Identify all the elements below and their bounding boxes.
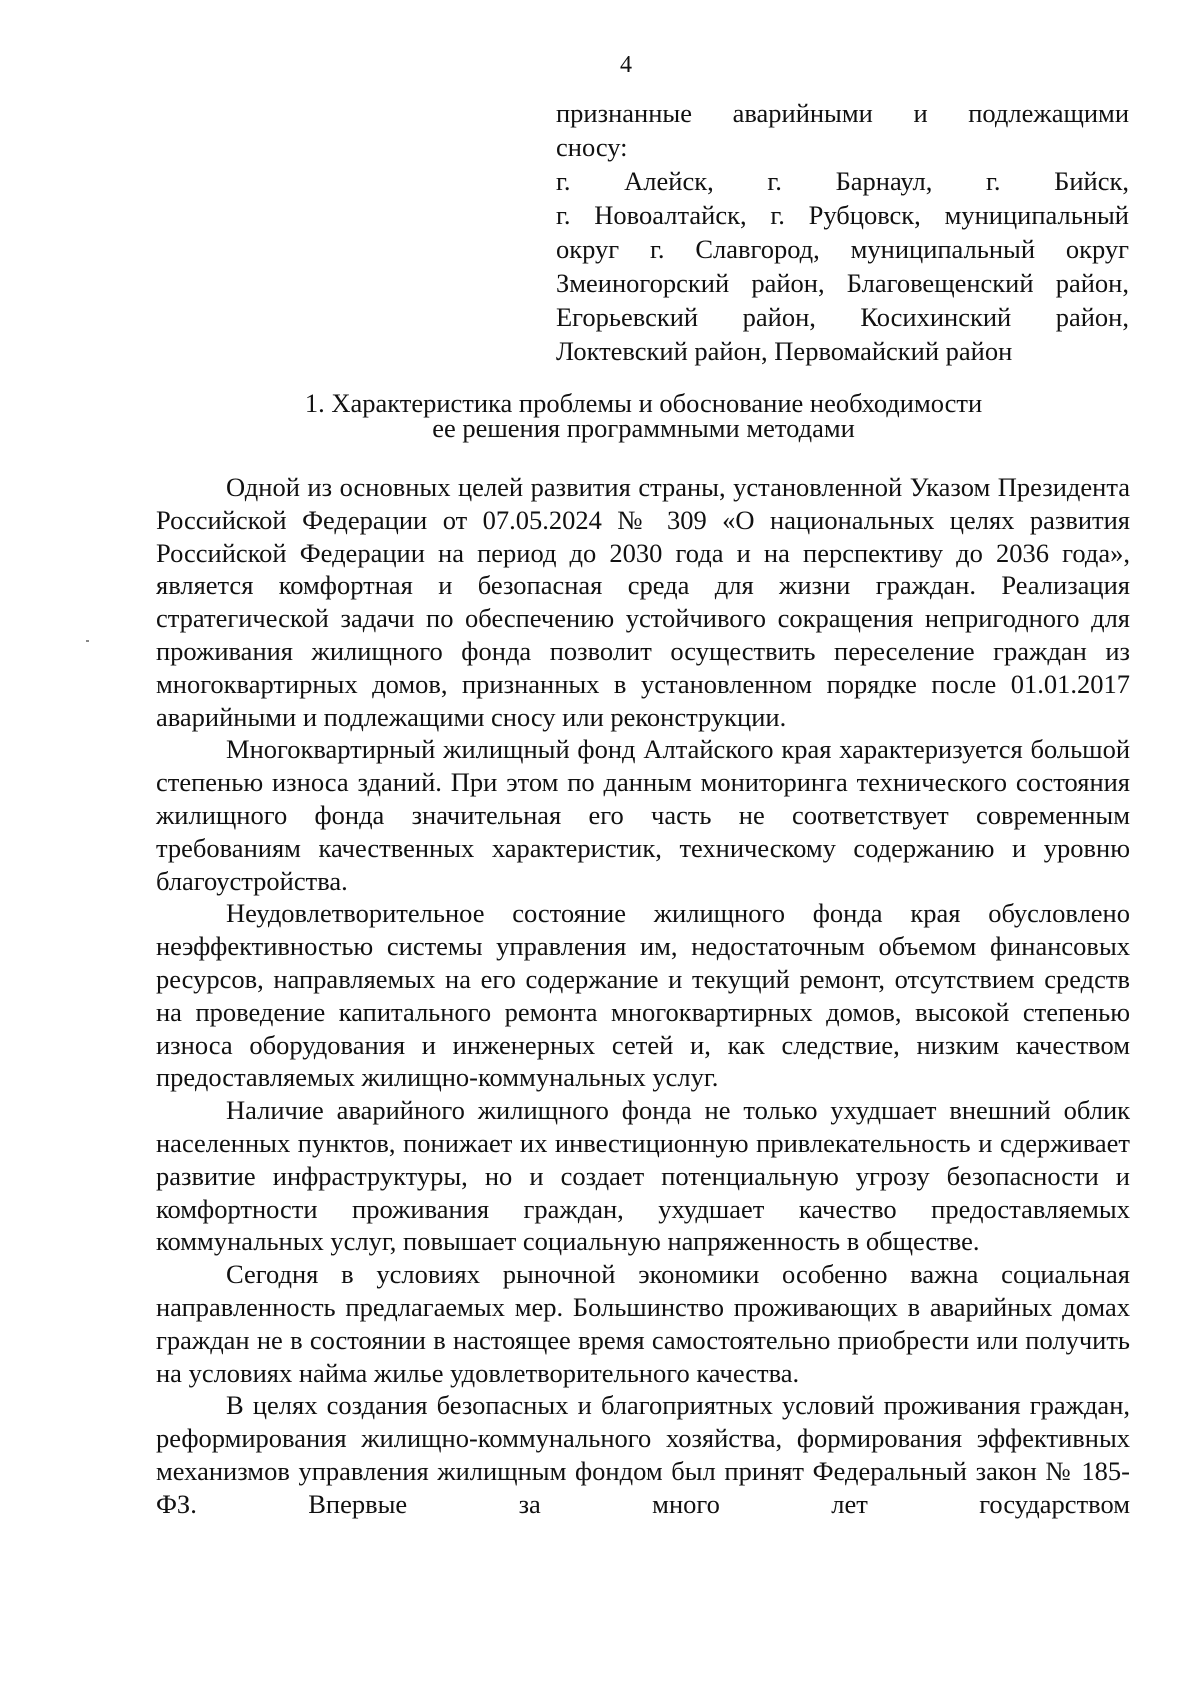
body-text bbox=[156, 471, 1130, 1521]
approval-line: сносу: bbox=[556, 132, 628, 162]
paragraph: Неудовлетворительное состояние жилищного фонда края обусловлено неэффективностью системы управления им, недостаточным объемом финансовых ресурсов, направляемых на его содержание и текущий ремонт, отсутствием средств на проведение капитального ремонта многоквартирных домов, высокой степенью износа оборудования и инженерных сетей и, как следствие, низким качеством предоставляемых жилищно-коммунальных услуг. bbox=[156, 898, 1130, 1093]
approval-line: г. Алейск, г. Барнаул, г. Бийск, bbox=[556, 166, 1129, 196]
paragraph: В целях создания безопасных и благоприятных условий проживания граждан, реформирования жилищно-коммунального хозяйства, формирования эффективных механизмов управления жилищным фондом был принят Федеральный закон № 185-ФЗ. Впервые за много лет государством bbox=[156, 1390, 1130, 1519]
section-title-line-2: ее решения программными методами bbox=[432, 413, 855, 443]
section-title bbox=[156, 388, 1131, 443]
paragraph: Одной из основных целей развития страны, установленной Указом Президента Российской Федерации от 07.05.2024 № 309 «О национальных целях развития Российской Федерации на период до 2030 года и на перспективу до 2036 года», является комфортная и безопасная среда для жизни граждан. Реализация стратегической задачи по обеспечению устойчивого сокращения непригодного для проживания жилищного фонда позволит осуществить переселение граждан из многоквартирных домов, признанных в установленном порядке после 01.01.2017 аварийными и подлежащими сносу или реконструкции. bbox=[156, 472, 1130, 732]
paragraph: Многоквартирный жилищный фонд Алтайского края характеризуется большой степенью износа зданий. При этом по данным мониторинга технического состояния жилищного фонда значительная его часть не соответствует современным требованиям качественных характеристик, техническому содержанию и уровню благоустройства. bbox=[156, 734, 1130, 896]
approval-line: признанные аварийными и подлежащими bbox=[556, 98, 1129, 128]
approval-line: г. Новоалтайск, г. Рубцовск, муниципальный bbox=[556, 200, 1129, 230]
approval-line: Егорьевский район, Косихинский район, bbox=[556, 302, 1129, 332]
paragraph: Наличие аварийного жилищного фонда не только ухудшает внешний облик населенных пунктов, понижает их инвестиционную привлекательность и сдерживает развитие инфраструктуры, но и создает потенциальную угрозу безопасности и комфортности проживания граждан, ухудшает качество предоставляемых коммунальных услуг, повышает социальную напряженность в обществе. bbox=[156, 1095, 1130, 1257]
page-number: 4 bbox=[620, 52, 632, 78]
scan-artifact bbox=[86, 640, 89, 642]
approval-line: Локтевский район, Первомайский район bbox=[556, 336, 1013, 366]
approval-block bbox=[556, 96, 1129, 368]
paragraph: Сегодня в условиях рыночной экономики особенно важна социальная направленность предлагаемых мер. Большинство проживающих в аварийных домах граждан не в состоянии в настоящее время самостоятельно приобрести или получить на условиях найма жилье удовлетворительного качества. bbox=[156, 1259, 1130, 1388]
section-title-line-1: 1. Характеристика проблемы и обоснование необходимости bbox=[304, 388, 983, 418]
approval-line: Змеиногорский район, Благовещенский район, bbox=[556, 268, 1129, 298]
approval-line: округ г. Славгород, муниципальный округ bbox=[556, 234, 1129, 264]
